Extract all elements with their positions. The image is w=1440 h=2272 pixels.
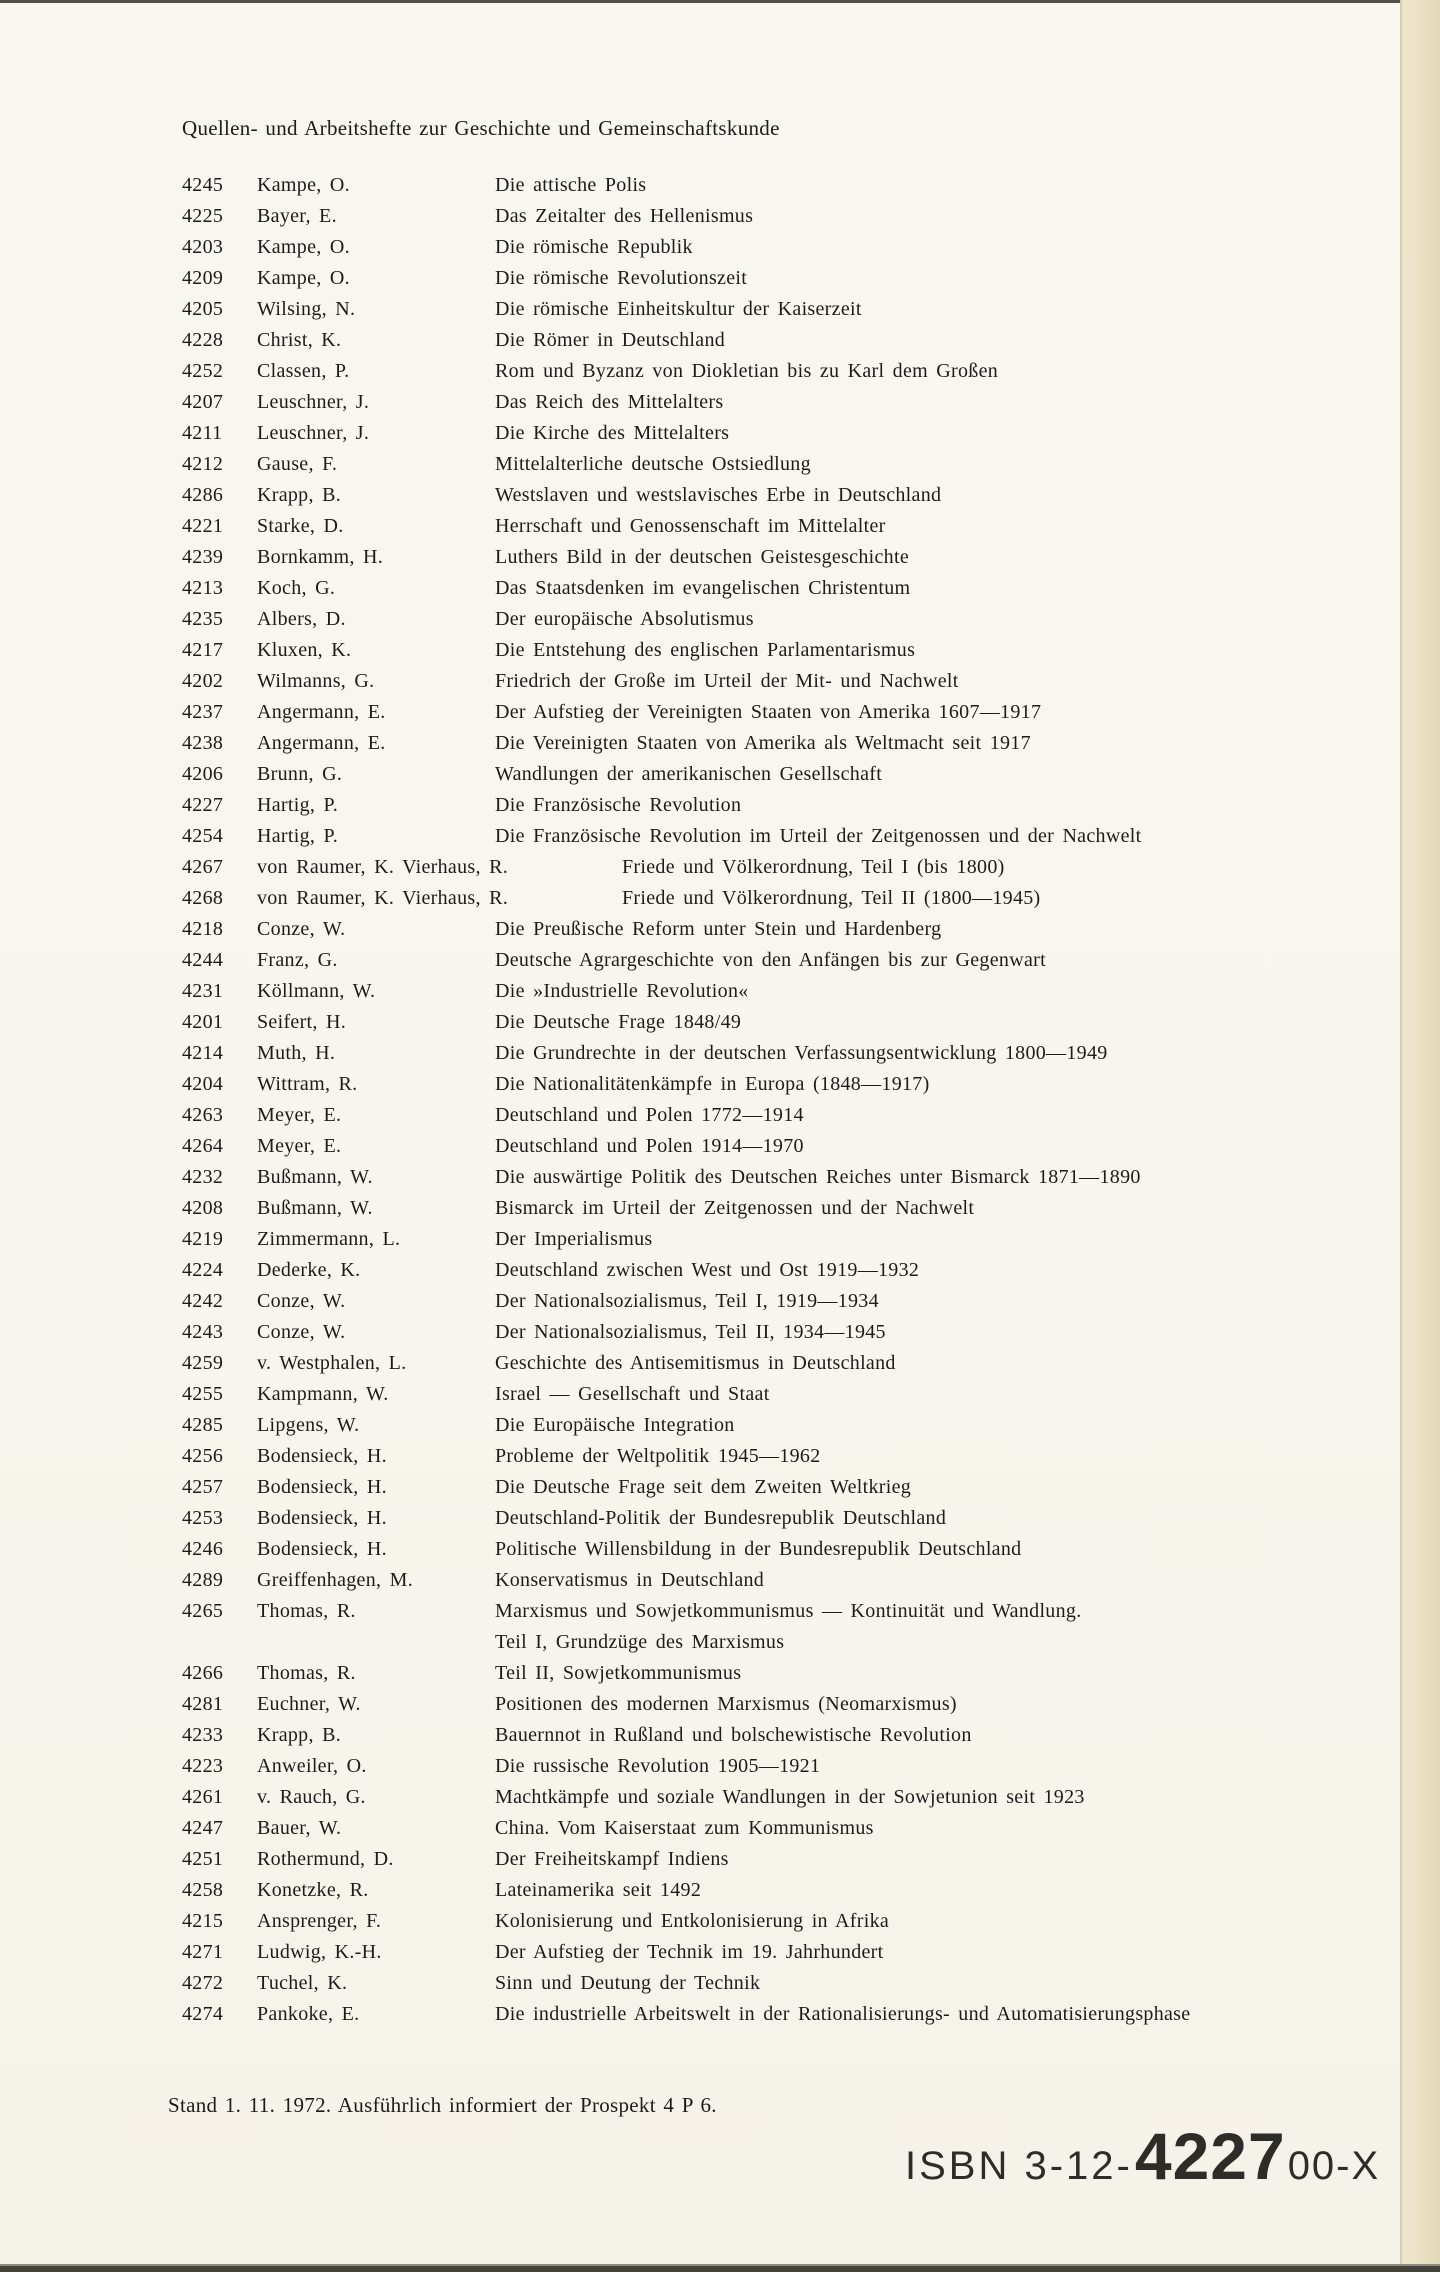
- catalog-row: [182, 1503, 1392, 1534]
- catalog-number: 4239: [182, 546, 224, 568]
- catalog-row: [182, 1441, 1392, 1472]
- catalog-title: Die Europäische Integration: [495, 1414, 735, 1436]
- catalog-title: Die Französische Revolution: [495, 794, 742, 816]
- catalog-author: Angermann, E.: [257, 732, 386, 754]
- catalog-title: Deutschland zwischen West und Ost 1919—1932: [495, 1259, 920, 1281]
- catalog-row: [182, 1906, 1392, 1937]
- catalog-row: [182, 1937, 1392, 1968]
- catalog-number: 4267: [182, 856, 224, 878]
- catalog-title: Die industrielle Arbeitswelt in der Rationalisierungs- und Automatisierungsphase: [495, 2003, 1191, 2025]
- catalog-author: Franz, G.: [257, 949, 338, 971]
- catalog-number: 4217: [182, 639, 224, 661]
- catalog-title: Der Freiheitskampf Indiens: [495, 1848, 729, 1870]
- catalog-number: 4256: [182, 1445, 224, 1467]
- catalog-author: Bodensieck, H.: [257, 1445, 387, 1467]
- catalog-title: Sinn und Deutung der Technik: [495, 1972, 761, 1994]
- catalog-number: 4213: [182, 577, 224, 599]
- catalog-row: [182, 1224, 1392, 1255]
- catalog-title: Die Französische Revolution im Urteil der Zeitgenossen und der Nachwelt: [495, 825, 1142, 847]
- catalog-title: Die Römer in Deutschland: [495, 329, 726, 351]
- catalog-row: [182, 418, 1392, 449]
- catalog-row: [182, 883, 1392, 914]
- catalog-number: 4206: [182, 763, 224, 785]
- catalog-title: Lateinamerika seit 1492: [495, 1879, 702, 1901]
- catalog-row: [182, 1875, 1392, 1906]
- catalog-author: Anweiler, O.: [257, 1755, 367, 1777]
- catalog-author: Bauer, W.: [257, 1817, 342, 1839]
- catalog-row: [182, 170, 1392, 201]
- catalog-row: [182, 1751, 1392, 1782]
- catalog-row: [182, 1689, 1392, 1720]
- catalog-author: Meyer, E.: [257, 1135, 342, 1157]
- catalog-number: 4211: [182, 422, 223, 444]
- catalog-number: 4242: [182, 1290, 224, 1312]
- catalog-row: [182, 1968, 1392, 1999]
- catalog-row: [182, 1999, 1392, 2030]
- catalog-title: Positionen des modernen Marxismus (Neomarxismus): [495, 1693, 957, 1715]
- catalog-row: [182, 790, 1392, 821]
- catalog-author: Dederke, K.: [257, 1259, 361, 1281]
- scan-edge-bottom: [0, 2264, 1440, 2272]
- catalog-number: 4274: [182, 2003, 224, 2025]
- catalog-number: 4244: [182, 949, 224, 971]
- catalog-title: Israel — Gesellschaft und Staat: [495, 1383, 770, 1405]
- catalog-author: Köllmann, W.: [257, 980, 376, 1002]
- catalog-author: Kampe, O.: [257, 174, 350, 196]
- catalog-number: 4215: [182, 1910, 224, 1932]
- catalog-title: Die Kirche des Mittelalters: [495, 422, 730, 444]
- catalog-author: Wilmanns, G.: [257, 670, 375, 692]
- catalog-title: Bismarck im Urteil der Zeitgenossen und der Nachwelt: [495, 1197, 975, 1219]
- catalog-title: Die attische Polis: [495, 174, 647, 196]
- catalog-title: Rom und Byzanz von Diokletian bis zu Karl dem Großen: [495, 360, 999, 382]
- catalog-row: [182, 1069, 1392, 1100]
- catalog-title: Die römische Republik: [495, 236, 693, 258]
- catalog-title: Teil II, Sowjetkommunismus: [495, 1662, 742, 1684]
- catalog-number: 4223: [182, 1755, 224, 1777]
- catalog-title: Friede und Völkerordnung, Teil I (bis 1800): [622, 856, 1005, 878]
- catalog-author: Kampe, O.: [257, 267, 350, 289]
- catalog-title: Geschichte des Antisemitismus in Deutschland: [495, 1352, 896, 1374]
- catalog-title: Luthers Bild in der deutschen Geistesgeschichte: [495, 546, 909, 568]
- catalog-title: Deutschland und Polen 1914—1970: [495, 1135, 804, 1157]
- scan-edge-top: [0, 0, 1440, 3]
- catalog-row: [182, 697, 1392, 728]
- catalog-row: [182, 325, 1392, 356]
- catalog-number: 4219: [182, 1228, 224, 1250]
- catalog-number: 4201: [182, 1011, 224, 1033]
- catalog-row: [182, 232, 1392, 263]
- catalog-row: [182, 1410, 1392, 1441]
- catalog-number: 4271: [182, 1941, 224, 1963]
- catalog-row: [182, 976, 1392, 1007]
- catalog-number: 4212: [182, 453, 224, 475]
- catalog-author: Leuschner, J.: [257, 422, 370, 444]
- catalog-row: [182, 1162, 1392, 1193]
- catalog-number: 4221: [182, 515, 224, 537]
- catalog-number: 4228: [182, 329, 224, 351]
- catalog-number: 4247: [182, 1817, 224, 1839]
- catalog-author: Thomas, R.: [257, 1600, 356, 1622]
- catalog-title: Das Reich des Mittelalters: [495, 391, 724, 413]
- catalog-number: 4218: [182, 918, 224, 940]
- catalog-row: [182, 1007, 1392, 1038]
- catalog-author: Bornkamm, H.: [257, 546, 384, 568]
- catalog-author: Tuchel, K.: [257, 1972, 348, 1994]
- catalog-row: [182, 1131, 1392, 1162]
- catalog-row: [182, 1193, 1392, 1224]
- catalog-author: Leuschner, J.: [257, 391, 370, 413]
- catalog-author: Kluxen, K.: [257, 639, 352, 661]
- catalog-title: Die »Industrielle Revolution«: [495, 980, 749, 1002]
- catalog-author: Bayer, E.: [257, 205, 337, 227]
- catalog-title: Wandlungen der amerikanischen Gesellschaft: [495, 763, 883, 785]
- catalog-number: 4289: [182, 1569, 224, 1591]
- catalog-author: Thomas, R.: [257, 1662, 356, 1684]
- catalog-number: 4251: [182, 1848, 224, 1870]
- catalog-number: 4264: [182, 1135, 224, 1157]
- catalog-number: 4258: [182, 1879, 224, 1901]
- catalog-number: 4272: [182, 1972, 224, 1994]
- catalog-row: [182, 201, 1392, 232]
- catalog-row: [182, 1038, 1392, 1069]
- catalog-number: 4224: [182, 1259, 224, 1281]
- catalog-row: [182, 759, 1392, 790]
- catalog-author: Brunn, G.: [257, 763, 343, 785]
- catalog-number: 4257: [182, 1476, 224, 1498]
- catalog-number: 4227: [182, 794, 224, 816]
- catalog-number: 4281: [182, 1693, 224, 1715]
- catalog-number: 4268: [182, 887, 224, 909]
- catalog-author: von Raumer, K. Vierhaus, R.: [257, 856, 509, 878]
- catalog-row: [182, 914, 1392, 945]
- catalog-number: 4205: [182, 298, 224, 320]
- catalog-author: Hartig, P.: [257, 825, 338, 847]
- catalog-title: Herrschaft und Genossenschaft im Mittelalter: [495, 515, 886, 537]
- catalog-number: 4253: [182, 1507, 224, 1529]
- catalog-author: Christ, K.: [257, 329, 342, 351]
- catalog-author: v. Rauch, G.: [257, 1786, 366, 1808]
- catalog-author: von Raumer, K. Vierhaus, R.: [257, 887, 509, 909]
- catalog-number: 4231: [182, 980, 224, 1002]
- catalog-title: Das Staatsdenken im evangelischen Christentum: [495, 577, 911, 599]
- catalog-row: [182, 356, 1392, 387]
- catalog-author: Albers, D.: [257, 608, 346, 630]
- catalog-author: Bußmann, W.: [257, 1197, 373, 1219]
- catalog-row: [182, 1348, 1392, 1379]
- catalog-number: 4214: [182, 1042, 224, 1064]
- catalog-title: Bauernnot in Rußland und bolschewistische Revolution: [495, 1724, 972, 1746]
- catalog-title: Die Preußische Reform unter Stein und Hardenberg: [495, 918, 942, 940]
- catalog-row: [182, 1317, 1392, 1348]
- catalog-title: Die Deutsche Frage seit dem Zweiten Weltkrieg: [495, 1476, 912, 1498]
- catalog-title: Die Grundrechte in der deutschen Verfassungsentwicklung 1800—1949: [495, 1042, 1108, 1064]
- scan-strip-right: [1400, 0, 1440, 2272]
- catalog-row: [182, 1844, 1392, 1875]
- footer-note: Stand 1. 11. 1972. Ausführlich informiert der Prospekt 4 P 6.: [168, 2093, 717, 2117]
- catalog-author: Kampe, O.: [257, 236, 350, 258]
- catalog-author: Lipgens, W.: [257, 1414, 360, 1436]
- catalog-number: 4263: [182, 1104, 224, 1126]
- catalog-title: Die Nationalitätenkämpfe in Europa (1848—1917): [495, 1073, 930, 1095]
- catalog-number: 4209: [182, 267, 224, 289]
- catalog-row: [182, 573, 1392, 604]
- catalog-row: [182, 1782, 1392, 1813]
- catalog-author: Krapp, B.: [257, 1724, 342, 1746]
- catalog-number: 4204: [182, 1073, 224, 1095]
- catalog-number: 4238: [182, 732, 224, 754]
- catalog-author: Krapp, B.: [257, 484, 342, 506]
- catalog-number: 4266: [182, 1662, 224, 1684]
- catalog-number: 4252: [182, 360, 224, 382]
- catalog-row: [182, 387, 1392, 418]
- catalog-author: Gause, F.: [257, 453, 338, 475]
- catalog-title: Konservatismus in Deutschland: [495, 1569, 765, 1591]
- catalog-author: Classen, P.: [257, 360, 350, 382]
- catalog-title: Die auswärtige Politik des Deutschen Reiches unter Bismarck 1871—1890: [495, 1166, 1141, 1188]
- catalog-row: [182, 511, 1392, 542]
- catalog-row: [182, 1813, 1392, 1844]
- catalog-title-line2: Teil I, Grundzüge des Marxismus: [495, 1631, 785, 1653]
- catalog-row: [182, 1379, 1392, 1410]
- catalog-title: China. Vom Kaiserstaat zum Kommunismus: [495, 1817, 874, 1839]
- catalog-author: Koch, G.: [257, 577, 336, 599]
- isbn-number-bold: 4227: [1134, 2119, 1286, 2193]
- catalog-title: Probleme der Weltpolitik 1945—1962: [495, 1445, 821, 1467]
- catalog-title: Der Aufstieg der Technik im 19. Jahrhundert: [495, 1941, 884, 1963]
- catalog-author: Hartig, P.: [257, 794, 338, 816]
- catalog-number: 4225: [182, 205, 224, 227]
- catalog-row: [182, 542, 1392, 573]
- catalog-number: 4245: [182, 174, 224, 196]
- catalog-number: 4237: [182, 701, 224, 723]
- catalog-row: [182, 263, 1392, 294]
- catalog-title: Deutschland-Politik der Bundesrepublik Deutschland: [495, 1507, 947, 1529]
- catalog-author: Kampmann, W.: [257, 1383, 389, 1405]
- catalog-author: Wittram, R.: [257, 1073, 358, 1095]
- catalog-author: v. Westphalen, L.: [257, 1352, 407, 1374]
- catalog-row: [182, 1565, 1392, 1596]
- catalog-title: Friede und Völkerordnung, Teil II (1800—1945): [622, 887, 1041, 909]
- catalog-author: Konetzke, R.: [257, 1879, 369, 1901]
- catalog-number: 4202: [182, 670, 224, 692]
- catalog-author: Bodensieck, H.: [257, 1476, 387, 1498]
- catalog-title: Politische Willensbildung in der Bundesrepublik Deutschland: [495, 1538, 1022, 1560]
- catalog-row: [182, 294, 1392, 325]
- catalog-author: Meyer, E.: [257, 1104, 342, 1126]
- catalog-number: 4286: [182, 484, 224, 506]
- catalog-author: Angermann, E.: [257, 701, 386, 723]
- catalog-author: Seifert, H.: [257, 1011, 347, 1033]
- catalog-number: 4255: [182, 1383, 224, 1405]
- catalog-author: Zimmermann, L.: [257, 1228, 401, 1250]
- catalog-number: 4232: [182, 1166, 224, 1188]
- catalog-title: Deutsche Agrargeschichte von den Anfängen bis zur Gegenwart: [495, 949, 1046, 971]
- catalog-title: Friedrich der Große im Urteil der Mit- und Nachwelt: [495, 670, 959, 692]
- catalog-row: [182, 1596, 1392, 1658]
- catalog-number: 4265: [182, 1600, 224, 1622]
- catalog-title: Die römische Einheitskultur der Kaiserzeit: [495, 298, 862, 320]
- catalog-author: Ansprenger, F.: [257, 1910, 382, 1932]
- catalog-title: Die Deutsche Frage 1848/49: [495, 1011, 742, 1033]
- catalog-row: [182, 635, 1392, 666]
- catalog-title: Die römische Revolutionszeit: [495, 267, 748, 289]
- catalog-title: Deutschland und Polen 1772—1914: [495, 1104, 804, 1126]
- catalog-row: [182, 1100, 1392, 1131]
- catalog-title: Der Imperialismus: [495, 1228, 653, 1250]
- catalog-author: Conze, W.: [257, 1321, 346, 1343]
- catalog-author: Pankoke, E.: [257, 2003, 360, 2025]
- catalog-title: Die Entstehung des englischen Parlamentarismus: [495, 639, 916, 661]
- catalog-row: [182, 852, 1392, 883]
- catalog-title: Das Zeitalter des Hellenismus: [495, 205, 754, 227]
- catalog-author: Bodensieck, H.: [257, 1538, 387, 1560]
- catalog-number: 4207: [182, 391, 224, 413]
- catalog-author: Muth, H.: [257, 1042, 336, 1064]
- catalog-author: Euchner, W.: [257, 1693, 361, 1715]
- catalog-row: [182, 1720, 1392, 1751]
- catalog-row: [182, 480, 1392, 511]
- catalog-author: Bußmann, W.: [257, 1166, 373, 1188]
- catalog-row: [182, 728, 1392, 759]
- catalog-row: [182, 1534, 1392, 1565]
- catalog-author: Greiffenhagen, M.: [257, 1569, 414, 1591]
- catalog-number: 4285: [182, 1414, 224, 1436]
- catalog-author: Bodensieck, H.: [257, 1507, 387, 1529]
- isbn-prefix: ISBN 3-12-: [905, 2144, 1133, 2188]
- catalog-number: 4246: [182, 1538, 224, 1560]
- catalog-number: 4254: [182, 825, 224, 847]
- catalog-title: Der Nationalsozialismus, Teil II, 1934—1945: [495, 1321, 886, 1343]
- catalog-number: 4259: [182, 1352, 224, 1374]
- catalog-author: Ludwig, K.-H.: [257, 1941, 382, 1963]
- catalog-title: Der Nationalsozialismus, Teil I, 1919—1934: [495, 1290, 879, 1312]
- catalog-title: Die Vereinigten Staaten von Amerika als Weltmacht seit 1917: [495, 732, 1031, 754]
- isbn-line: [905, 2118, 1380, 2194]
- catalog-row: [182, 1472, 1392, 1503]
- isbn-suffix: 00-X: [1287, 2144, 1381, 2188]
- catalog-title: Marxismus und Sowjetkommunismus — Kontinuität und Wandlung. Teil I, Grundzüge des Marxismus: [495, 1596, 1392, 1658]
- catalog-author: Conze, W.: [257, 918, 346, 940]
- catalog-title: Machtkämpfe und soziale Wandlungen in der Sowjetunion seit 1923: [495, 1786, 1085, 1808]
- catalog-row: [182, 1286, 1392, 1317]
- catalog-number: 4261: [182, 1786, 224, 1808]
- catalog-author: Rothermund, D.: [257, 1848, 394, 1870]
- catalog-row: [182, 666, 1392, 697]
- catalog-number: 4208: [182, 1197, 224, 1219]
- catalog-number: 4203: [182, 236, 224, 258]
- catalog-list: [182, 170, 1392, 2030]
- catalog-number: 4235: [182, 608, 224, 630]
- catalog-row: [182, 1658, 1392, 1689]
- catalog-author: Wilsing, N.: [257, 298, 356, 320]
- catalog-title: Die russische Revolution 1905—1921: [495, 1755, 821, 1777]
- catalog-title: Kolonisierung und Entkolonisierung in Afrika: [495, 1910, 890, 1932]
- catalog-title: Westslaven und westslavisches Erbe in Deutschland: [495, 484, 942, 506]
- catalog-row: [182, 1255, 1392, 1286]
- catalog-author: Starke, D.: [257, 515, 344, 537]
- catalog-number: 4243: [182, 1321, 224, 1343]
- catalog-author: Conze, W.: [257, 1290, 346, 1312]
- series-title: Quellen- und Arbeitshefte zur Geschichte und Gemeinschaftskunde: [182, 116, 780, 140]
- catalog-row: [182, 449, 1392, 480]
- catalog-row: [182, 945, 1392, 976]
- catalog-row: [182, 821, 1392, 852]
- catalog-row: [182, 604, 1392, 635]
- catalog-title: Der Aufstieg der Vereinigten Staaten von Amerika 1607—1917: [495, 701, 1042, 723]
- catalog-title: Der europäische Absolutismus: [495, 608, 754, 630]
- catalog-number: 4233: [182, 1724, 224, 1746]
- catalog-title: Mittelalterliche deutsche Ostsiedlung: [495, 453, 811, 475]
